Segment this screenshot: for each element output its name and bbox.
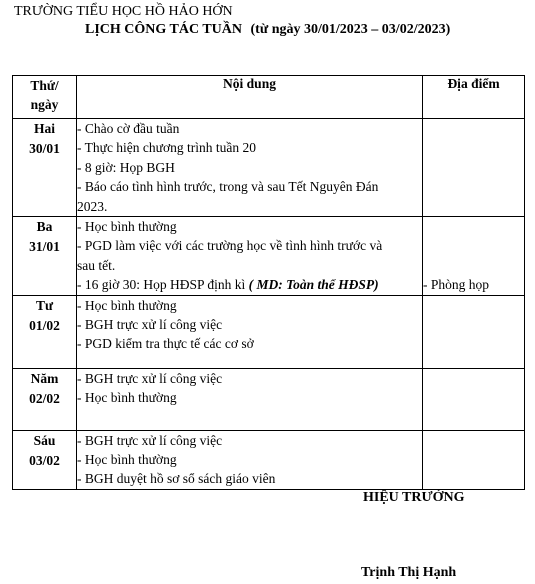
day-date: 01/02 (29, 317, 60, 333)
content-line (77, 388, 422, 407)
content-cell (77, 368, 423, 430)
table-row (13, 368, 525, 430)
day-cell (13, 368, 77, 430)
content-line-text: - Học bình thường (77, 297, 177, 313)
table-row (13, 119, 525, 217)
col-header-day-line-2: ngày (30, 97, 59, 112)
day-cell (13, 217, 77, 296)
place-cell (423, 295, 525, 368)
content-line-text: - BGH trực xử lí công việc (77, 317, 223, 333)
content-line (77, 469, 422, 488)
content-line-text: - Học bình thường (77, 452, 177, 468)
content-line-text: sau tết. (77, 257, 116, 273)
day-cell (13, 430, 77, 489)
col-header-content: Nội dung (77, 76, 423, 119)
content-line-text: - Học bình thường (77, 219, 177, 235)
place-cell (423, 368, 525, 430)
day-name: Năm (30, 370, 59, 386)
col-header-day (13, 76, 77, 119)
content-line (77, 217, 422, 236)
content-line (77, 236, 422, 255)
content-line-text: - PGD làm việc với các trường học về tình hình trước và (77, 238, 383, 254)
day-name: Sáu (33, 432, 56, 448)
date-range: (từ ngày 30/01/2023 – 03/02/2023) (250, 22, 451, 37)
content-line-text: - Chào cờ đầu tuần (77, 121, 180, 136)
content-line-emphasis: ( MD: Toàn thể HĐSP) (248, 277, 379, 293)
day-cell (13, 119, 77, 217)
signature-name: Trịnh Thị Hạnh (361, 565, 457, 580)
content-line (77, 158, 422, 177)
content-line (77, 450, 422, 469)
content-line (77, 177, 422, 196)
signature-title: HIỆU TRƯỞNG (363, 490, 465, 505)
content-line (77, 275, 422, 294)
content-line-text: - BGH trực xử lí công việc (77, 432, 223, 448)
day-date: 03/02 (29, 452, 60, 468)
col-header-place: Địa điểm (423, 76, 525, 119)
content-line (77, 315, 422, 334)
schedule-table (12, 75, 525, 490)
table-row (13, 430, 525, 489)
content-line-text: - 8 giờ: Họp BGH (77, 159, 175, 175)
content-line-text: - Thực hiện chương trình tuần 20 (77, 140, 256, 156)
content-line (77, 334, 422, 353)
place-cell: - Phòng họp (423, 217, 525, 296)
content-line (77, 431, 422, 450)
col-header-day-line-1: Thứ/ (30, 78, 59, 93)
table-row (13, 217, 525, 296)
table-header-row (13, 76, 525, 119)
content-line-text: - BGH duyệt hồ sơ sổ sách giáo viên (77, 471, 276, 487)
content-line-text: 2023. (77, 198, 108, 214)
table-row (13, 295, 525, 368)
content-line (77, 296, 422, 315)
content-line-text: - Học bình thường (77, 390, 177, 406)
content-line-text: - PGD kiểm tra thực tế các cơ sở (77, 336, 254, 352)
day-name: Ba (36, 219, 53, 235)
schedule-title: LỊCH CÔNG TÁC TUẦN (85, 22, 243, 37)
content-line (77, 197, 422, 216)
place-cell (423, 430, 525, 489)
content-cell (77, 295, 423, 368)
content-cell (77, 217, 423, 296)
content-cell (77, 119, 423, 217)
content-line-text: - BGH trực xử lí công việc (77, 370, 223, 386)
day-date: 02/02 (29, 390, 60, 406)
content-line-text: - Báo cáo tình hình trước, trong và sau Tết Nguyên Đán (77, 179, 379, 195)
day-name: Hai (33, 121, 55, 136)
content-line-text: - 16 giờ 30: Họp HĐSP định kì (77, 277, 249, 293)
place-cell (423, 119, 525, 217)
content-line (77, 256, 422, 275)
day-date: 30/01 (29, 141, 60, 156)
page-title (85, 22, 450, 38)
school-name: TRƯỜNG TIỂU HỌC HỒ HẢO HỚN (14, 4, 233, 19)
content-line (77, 369, 422, 388)
day-name: Tư (35, 297, 54, 313)
content-line (77, 138, 422, 157)
day-date: 31/01 (29, 239, 60, 255)
day-cell (13, 295, 77, 368)
content-cell (77, 430, 423, 489)
content-line (77, 119, 422, 138)
